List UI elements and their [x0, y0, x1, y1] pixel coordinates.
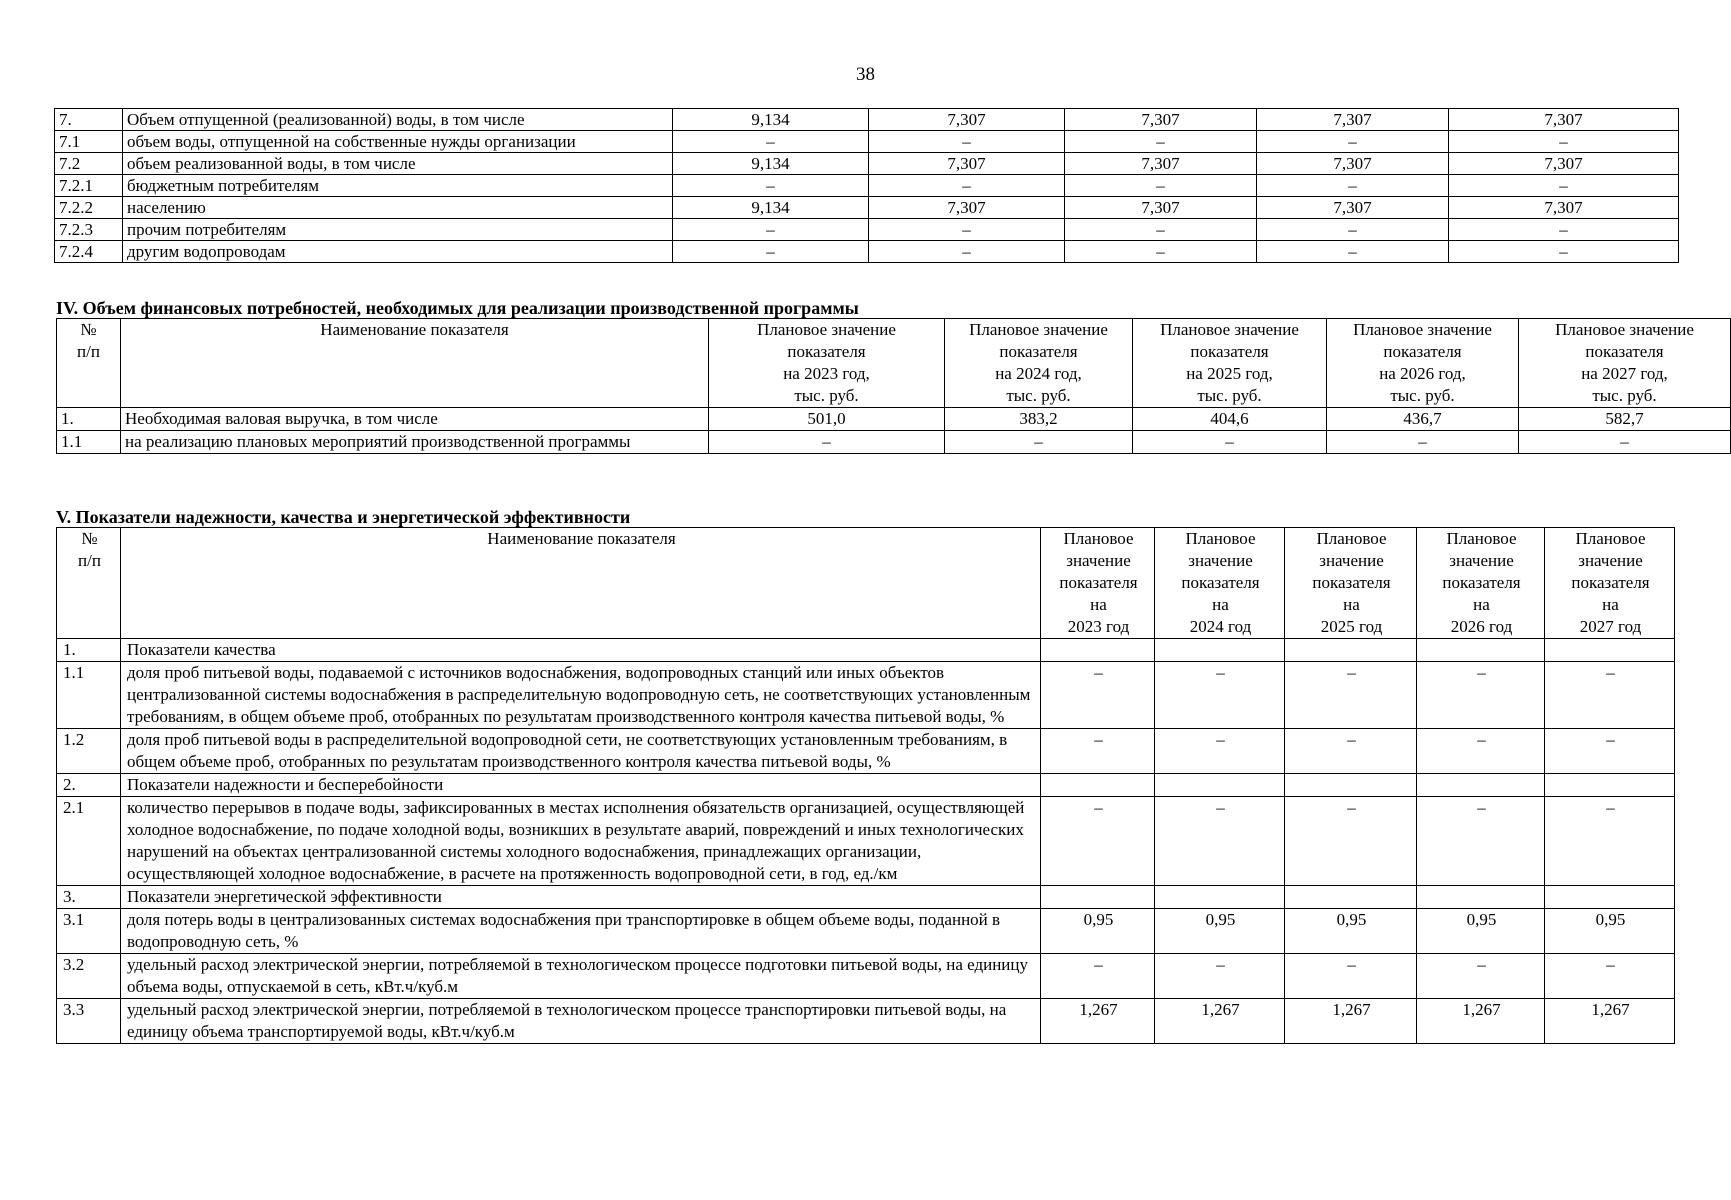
header-col-2027: Плановое значение показателя на 2027 год, тыс. руб. — [1519, 319, 1731, 408]
header-col-2024: Плановое значение показателя на 2024 год — [1155, 528, 1285, 639]
table-row — [57, 797, 1675, 886]
indicator-name: удельный расход электрической энергии, потребляемой в технологическом процессе подготовки питьевой воды, на единицу объема воды, отпускаемой в сеть, кВт.ч/куб.м — [121, 954, 1041, 999]
value-cell: 7,307 — [1065, 197, 1257, 219]
indicator-name: Показатели качества — [121, 639, 1041, 662]
header-num: № п/п — [57, 319, 121, 408]
value-cell: 0,95 — [1285, 909, 1417, 954]
value-cell: – — [1065, 241, 1257, 263]
row-number: 7. — [55, 109, 123, 131]
value-cell: 7,307 — [1449, 197, 1679, 219]
value-cell: 9,134 — [673, 197, 869, 219]
row-number: 2.1 — [57, 797, 121, 886]
indicator-name: доля проб питьевой воды, подаваемой с источников водоснабжения, водопроводных станций или иных объектов централизованной системы водоснабжения в распределительную водопроводную сеть, не соответствующих установленным требованиям, в общем объеме проб, отобранных по результатам производственного контроля качества питьевой воды, % — [121, 662, 1041, 729]
value-cell: 0,95 — [1041, 909, 1155, 954]
value-cell: 7,307 — [869, 109, 1065, 131]
header-col-2024: Плановое значение показателя на 2024 год, тыс. руб. — [945, 319, 1133, 408]
value-cell: 1,267 — [1155, 999, 1285, 1044]
value-cell: 7,307 — [1449, 153, 1679, 175]
value-cell: 1,267 — [1041, 999, 1155, 1044]
indicator-name: доля проб питьевой воды в распределительной водопроводной сети, не соответствующих установленным требованиям, в общем объеме проб, отобранных по результатам производственного контроля качества питьевой воды, % — [121, 729, 1041, 774]
value-cell: – — [1041, 797, 1155, 886]
indicator-name: населению — [123, 197, 673, 219]
value-cell: – — [1285, 797, 1417, 886]
table-row — [57, 729, 1675, 774]
header-col-2025: Плановое значение показателя на 2025 год — [1285, 528, 1417, 639]
value-cell: 501,0 — [709, 408, 945, 431]
row-number: 3.1 — [57, 909, 121, 954]
value-cell: – — [1417, 954, 1545, 999]
value-cell: – — [1417, 797, 1545, 886]
table-row — [55, 153, 1679, 175]
value-cell: – — [1065, 175, 1257, 197]
value-cell: – — [1417, 729, 1545, 774]
value-cell — [1155, 774, 1285, 797]
value-cell: 1,267 — [1417, 999, 1545, 1044]
indicator-name: объем реализованной воды, в том числе — [123, 153, 673, 175]
reliability-quality-table — [56, 527, 1675, 1044]
indicator-name: Показатели надежности и бесперебойности — [121, 774, 1041, 797]
indicator-name: прочим потребителям — [123, 219, 673, 241]
value-cell: – — [1065, 219, 1257, 241]
financial-needs-table — [56, 318, 1731, 454]
value-cell: 0,95 — [1545, 909, 1675, 954]
row-number: 7.2.4 — [55, 241, 123, 263]
value-cell: – — [1041, 729, 1155, 774]
header-name: Наименование показателя — [121, 319, 709, 408]
value-cell: – — [1257, 219, 1449, 241]
value-cell: – — [869, 131, 1065, 153]
indicator-name: доля потерь воды в централизованных системах водоснабжения при транспортировке в общем объеме воды, поданной в водопроводную сеть, % — [121, 909, 1041, 954]
value-cell: – — [869, 175, 1065, 197]
value-cell: 0,95 — [1417, 909, 1545, 954]
header-col-2026: Плановое значение показателя на 2026 год, тыс. руб. — [1327, 319, 1519, 408]
value-cell — [1041, 774, 1155, 797]
value-cell: – — [673, 131, 869, 153]
header-col-2027: Плановое значение показателя на 2027 год — [1545, 528, 1675, 639]
indicator-name: на реализацию плановых мероприятий производственной программы — [121, 431, 709, 454]
value-cell: – — [1285, 662, 1417, 729]
table-row — [57, 662, 1675, 729]
value-cell: – — [1417, 662, 1545, 729]
table-row — [55, 241, 1679, 263]
value-cell: – — [1257, 175, 1449, 197]
indicator-name: объем воды, отпущенной на собственные нужды организации — [123, 131, 673, 153]
value-cell: 9,134 — [673, 109, 869, 131]
value-cell: 7,307 — [1257, 153, 1449, 175]
value-cell — [1285, 639, 1417, 662]
indicator-name: Необходимая валовая выручка, в том числе — [121, 408, 709, 431]
row-number: 7.2.2 — [55, 197, 123, 219]
table-row — [55, 175, 1679, 197]
row-number: 1.1 — [57, 662, 121, 729]
table-row — [55, 219, 1679, 241]
indicator-name: бюджетным потребителям — [123, 175, 673, 197]
row-number: 7.2.1 — [55, 175, 123, 197]
value-cell: – — [673, 241, 869, 263]
value-cell — [1155, 639, 1285, 662]
table-row — [55, 131, 1679, 153]
value-cell — [1285, 886, 1417, 909]
value-cell — [1285, 774, 1417, 797]
page-number: 38 — [856, 64, 875, 85]
value-cell — [1545, 639, 1675, 662]
value-cell: 7,307 — [1257, 109, 1449, 131]
table-row — [57, 408, 1731, 431]
header-col-2023: Плановое значение показателя на 2023 год — [1041, 528, 1155, 639]
table-row — [57, 909, 1675, 954]
table-row — [57, 774, 1675, 797]
value-cell — [1545, 886, 1675, 909]
value-cell: – — [1545, 729, 1675, 774]
indicator-name: другим водопроводам — [123, 241, 673, 263]
value-cell: 7,307 — [869, 197, 1065, 219]
row-number: 1. — [57, 408, 121, 431]
value-cell: – — [1285, 729, 1417, 774]
table-row — [57, 999, 1675, 1044]
row-number: 7.2.3 — [55, 219, 123, 241]
value-cell: – — [1545, 662, 1675, 729]
value-cell: – — [1285, 954, 1417, 999]
value-cell: – — [1519, 431, 1731, 454]
value-cell: – — [709, 431, 945, 454]
row-number: 3.2 — [57, 954, 121, 999]
row-number: 7.1 — [55, 131, 123, 153]
value-cell — [1545, 774, 1675, 797]
value-cell: – — [1449, 241, 1679, 263]
value-cell — [1417, 774, 1545, 797]
value-cell: 7,307 — [869, 153, 1065, 175]
value-cell: – — [1327, 431, 1519, 454]
table-header-row — [57, 528, 1675, 639]
value-cell: 383,2 — [945, 408, 1133, 431]
table-row — [57, 431, 1731, 454]
value-cell: 7,307 — [1449, 109, 1679, 131]
table-header-row — [57, 319, 1731, 408]
section-4-title: IV. Объем финансовых потребностей, необходимых для реализации производственной программы — [56, 298, 859, 318]
value-cell: – — [1449, 131, 1679, 153]
table-row — [57, 639, 1675, 662]
table-row — [57, 886, 1675, 909]
value-cell: 436,7 — [1327, 408, 1519, 431]
table-row — [55, 109, 1679, 131]
value-cell: – — [945, 431, 1133, 454]
value-cell: 404,6 — [1133, 408, 1327, 431]
value-cell — [1417, 886, 1545, 909]
value-cell: – — [1041, 954, 1155, 999]
value-cell: 9,134 — [673, 153, 869, 175]
header-col-2026: Плановое значение показателя на 2026 год — [1417, 528, 1545, 639]
value-cell: – — [1257, 131, 1449, 153]
value-cell: – — [869, 219, 1065, 241]
row-number: 7.2 — [55, 153, 123, 175]
value-cell: – — [1545, 954, 1675, 999]
value-cell: – — [1155, 797, 1285, 886]
value-cell: – — [1155, 662, 1285, 729]
water-volume-table — [54, 108, 1679, 263]
value-cell: – — [869, 241, 1065, 263]
value-cell: – — [1449, 175, 1679, 197]
table-row — [57, 954, 1675, 999]
row-number: 1.1 — [57, 431, 121, 454]
value-cell: 582,7 — [1519, 408, 1731, 431]
value-cell: 1,267 — [1285, 999, 1417, 1044]
value-cell: 7,307 — [1065, 153, 1257, 175]
section-5-title: V. Показатели надежности, качества и энергетической эффективности — [56, 507, 631, 527]
value-cell: 7,307 — [1257, 197, 1449, 219]
value-cell: – — [1041, 662, 1155, 729]
header-col-2023: Плановое значение показателя на 2023 год, тыс. руб. — [709, 319, 945, 408]
row-number: 3.3 — [57, 999, 121, 1044]
value-cell: – — [1065, 131, 1257, 153]
value-cell: – — [1449, 219, 1679, 241]
row-number: 1.2 — [57, 729, 121, 774]
value-cell — [1155, 886, 1285, 909]
value-cell — [1041, 639, 1155, 662]
header-name: Наименование показателя — [121, 528, 1041, 639]
indicator-name: удельный расход электрической энергии, потребляемой в технологическом процессе транспортировки питьевой воды, на единицу объема транспортируемой воды, кВт.ч/куб.м — [121, 999, 1041, 1044]
header-col-2025: Плановое значение показателя на 2025 год, тыс. руб. — [1133, 319, 1327, 408]
value-cell: – — [1545, 797, 1675, 886]
table-row — [55, 197, 1679, 219]
value-cell: 0,95 — [1155, 909, 1285, 954]
row-number: 1. — [57, 639, 121, 662]
indicator-name: количество перерывов в подаче воды, зафиксированных в местах исполнения обязательств организацией, осуществляющей холодное водоснабжение, по подаче холодной воды, возникших в результате аварий, повреждений и иных технологических нарушений на объектах централизованной системы холодного водоснабжения, принадлежащих организации, осуществляющей холодное водоснабжение, в расчете на протяженность водопроводной сети, в год, ед./км — [121, 797, 1041, 886]
value-cell — [1041, 886, 1155, 909]
indicator-name: Объем отпущенной (реализованной) воды, в том числе — [123, 109, 673, 131]
value-cell: 1,267 — [1545, 999, 1675, 1044]
header-num: № п/п — [57, 528, 121, 639]
value-cell: 7,307 — [1065, 109, 1257, 131]
value-cell — [1417, 639, 1545, 662]
value-cell: – — [673, 219, 869, 241]
value-cell: – — [1257, 241, 1449, 263]
value-cell: – — [1155, 954, 1285, 999]
indicator-name: Показатели энергетической эффективности — [121, 886, 1041, 909]
row-number: 2. — [57, 774, 121, 797]
value-cell: – — [673, 175, 869, 197]
value-cell: – — [1155, 729, 1285, 774]
row-number: 3. — [57, 886, 121, 909]
value-cell: – — [1133, 431, 1327, 454]
